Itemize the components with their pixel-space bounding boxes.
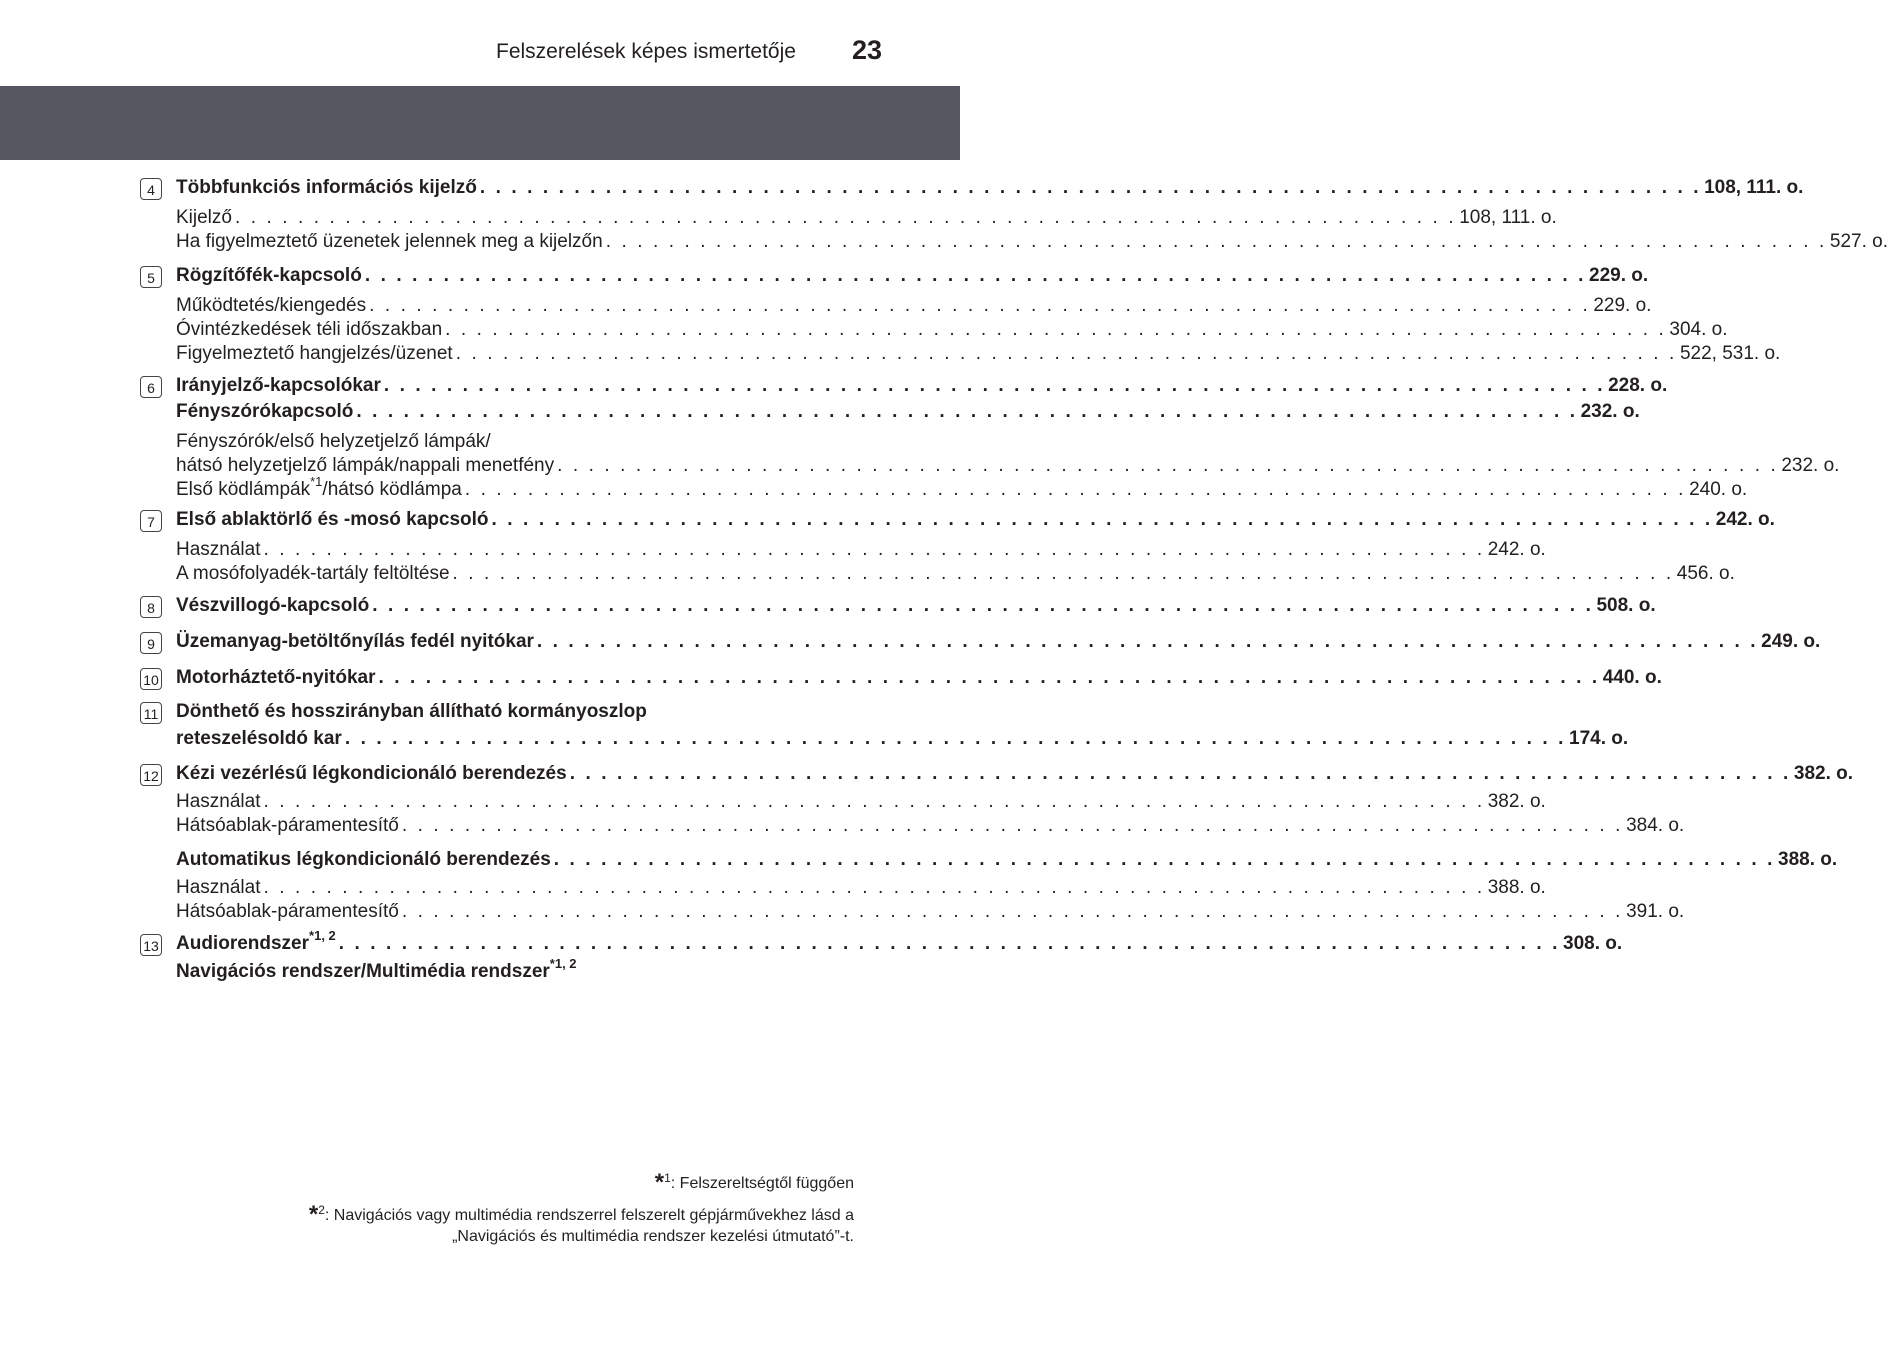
leader-dots: . . . . . . . . . . . . . . . . . . . . . . . . . . . . . . . . . . . . . . . . . . . . . . . . . . . . . . . . . . . . . . . . . . . . . . . . . . . . . .	[364, 265, 1587, 286]
subentry-title: Használat	[176, 539, 261, 560]
subentry-title	[176, 474, 462, 502]
footnote-number: 2	[318, 1203, 325, 1217]
item-number-badge: 11	[140, 702, 162, 724]
heading-title: Irányjelző-kapcsolókar	[176, 375, 381, 396]
item-number-badge: 6	[140, 376, 162, 398]
item-number-badge: 9	[140, 632, 162, 654]
page-ref: 240. o.	[1689, 479, 1748, 500]
page-ref: 522, 531. o.	[1679, 343, 1781, 364]
subentry-title: Kijelző	[176, 207, 232, 228]
page-ref: 508. o.	[1596, 595, 1656, 616]
footnote-1	[654, 1169, 854, 1196]
leader-dots: . . . . . . . . . . . . . . . . . . . . . . . . . . . . . . . . . . . . . . . . . . . . . . . . . . . . . . . . . . . . . . . . . . . . . . . . . . . . . .	[401, 815, 1624, 836]
footnote-star: *	[654, 1169, 665, 1196]
subentry-title: Óvintézkedések téli időszakban	[176, 319, 443, 340]
toc-subentry[interactable]	[176, 538, 1546, 562]
header-band	[0, 86, 960, 160]
heading-title: Rögzítőfék-kapcsoló	[176, 265, 362, 286]
toc-subentry[interactable]	[176, 454, 1840, 478]
page-ref: 108, 111. o.	[1459, 207, 1557, 228]
page-ref: 384. o.	[1626, 815, 1685, 836]
page-ref: 388. o.	[1778, 849, 1838, 870]
toc-subentry[interactable]	[176, 430, 812, 454]
subentry-title: Használat	[176, 791, 261, 812]
page-ref: 242. o.	[1715, 509, 1775, 530]
heading-title-text: Navigációs rendszer/Multimédia rendszer	[176, 961, 550, 982]
leader-dots: . . . . . . . . . . . . . . . . . . . . . . . . . . . . . . . . . . . . . . . . . . . . . . . . . . . . . . . . . . . . . . . . . . . . . . . . . . . . . .	[479, 177, 1702, 198]
page-ref: 391. o.	[1626, 901, 1685, 922]
leader-dots: . . . . . . . . . . . . . . . . . . . . . . . . . . . . . . . . . . . . . . . . . . . . . . . . . . . . . . . . . . . . . . . . . . . . . . . . . . . . . .	[383, 375, 1606, 396]
page-ref: 249. o.	[1761, 631, 1821, 652]
toc-subentry[interactable]	[176, 230, 1888, 254]
leader-dots: . . . . . . . . . . . . . . . . . . . . . . . . . . . . . . . . . . . . . . . . . . . . . . . . . . . . . . . . . . . . . . . . . . . . . . . . . . . . . .	[445, 319, 1667, 340]
leader-dots: . . . . . . . . . . . . . . . . . . . . . . . . . . . . . . . . . . . . . . . . . . . . . . . . . . . . . . . . . . . . . . . . . . . . . . . . . . . . . .	[372, 595, 1594, 616]
item-number-badge: 12	[140, 764, 162, 786]
leader-dots: . . . . . . . . . . . . . . . . . . . . . . . . . . . . . . . . . . . . . . . . . . . . . . . . . . . . . . . . . . . . . . . . . . . . . . . . . . . . . .	[569, 763, 1791, 784]
toc-subentry[interactable]	[176, 876, 1546, 900]
subentry-title: A mosófolyadék-tartály feltöltése	[176, 563, 450, 584]
leader-dots: . . . . . . . . . . . . . . . . . . . . . . . . . . . . . . . . . . . . . . . . . . . . . . . . . . . . . . . . . . . . . . . . . . . . . . . . . . . . . .	[605, 231, 1827, 252]
leader-dots: . . . . . . . . . . . . . . . . . . . . . . . . . . . . . . . . . . . . . . . . . . . . . . . . . . . . . . . . . . . . . . . . . . . . . . . . . . . . . .	[344, 728, 1567, 749]
leader-dots: . . . . . . . . . . . . . . . . . . . . . . . . . . . . . . . . . . . . . . . . . . . . . . . . . . . . . . . . . . . . . . . . . . . . . . . . . . . . . .	[455, 343, 1677, 364]
heading-title: Többfunkciós információs kijelző	[176, 177, 477, 198]
page-ref: 228. o.	[1608, 375, 1668, 396]
leader-dots: . . . . . . . . . . . . . . . . . . . . . . . . . . . . . . . . . . . . . . . . . . . . . . . . . . . . . . . . . . . . . . . . . . . . . . . . . . . . . .	[401, 901, 1624, 922]
toc-heading[interactable]	[176, 848, 1838, 872]
footnote-text: : Navigációs vagy multimédia rendszerrel felszerelt gépjárművekhez lásd a	[324, 1207, 854, 1224]
subentry-title: Működtetés/kiengedés	[176, 295, 367, 316]
leader-dots: . . . . . . . . . . . . . . . . . . . . . . . . . . . . . . . . . . . . . . . . . . . . . . . . . . . . . . . . . . . . . . . . . . . . . . . . . . . . . .	[378, 667, 1600, 688]
page-ref: 232. o.	[1580, 401, 1640, 422]
footnote-2	[308, 1201, 854, 1228]
page-number: 23	[852, 35, 883, 65]
leader-dots: . . . . . . . . . . . . . . . . . . . . . . . . . . . . . . . . . . . . . . . . . . . . . . . . . . . . . . . . . . . . . . . . . . . . . . . . . . . . . .	[263, 791, 1485, 812]
toc-heading[interactable]	[176, 762, 1854, 786]
leader-dots: . . . . . . . . . . . . . . . . . . . . . . . . . . . . . . . . . . . . . . . . . . . . . . . . . . . . . . . . . . . . . . . . . . . . . . . . . . . . . .	[553, 849, 1776, 870]
heading-title-text: Audiorendszer	[176, 933, 310, 954]
toc-heading[interactable]	[176, 508, 1775, 532]
toc-heading[interactable]	[176, 374, 1668, 398]
page-ref: 527. o.	[1829, 231, 1888, 252]
item-number-badge: 10	[140, 668, 162, 690]
leader-dots: . . . . . . . . . . . . . . . . . . . . . . . . . . . . . . . . . . . . . . . . . . . . . . . . . . . . . . . . . . . . . . . . . . . . . . . . . . . . . .	[464, 479, 1687, 500]
subentry-title-part: Első ködlámpák	[176, 479, 311, 500]
toc-heading[interactable]	[176, 928, 1623, 956]
heading-title: Vészvillogó-kapcsoló	[176, 595, 370, 616]
footnote-number: 1	[664, 1171, 671, 1185]
toc-heading[interactable]	[176, 400, 1640, 424]
item-number-badge: 13	[140, 934, 162, 956]
heading-title: Dönthető és hosszirányban állítható kormányoszlop	[176, 701, 647, 722]
leader-dots: . . . . . . . . . . . . . . . . . . . . . . . . . . . . . . . . . . . . . . . . . . . . . . . . . . . . . . . . . . . . . . . . . . . . . . . . . . . . . .	[491, 509, 1713, 530]
page-ref: 456. o.	[1676, 563, 1735, 584]
page-ref: 382. o.	[1793, 763, 1854, 784]
footnote-star: *	[308, 1201, 319, 1228]
subentry-title: Hátsóablak-páramentesítő	[176, 815, 399, 836]
leader-dots: . . . . . . . . . . . . . . . . . . . . . . . . . . . . . . . . . . . . . . . . . . . . . . . . . . . . . . . . . . . . . . . . . . . . . . . . . . . . . .	[263, 539, 1485, 560]
toc-subentry[interactable]	[176, 900, 1685, 924]
page-ref: 382. o.	[1487, 791, 1546, 812]
toc-heading[interactable]	[176, 264, 1649, 288]
leader-dots: . . . . . . . . . . . . . . . . . . . . . . . . . . . . . . . . . . . . . . . . . . . . . . . . . . . . . . . . . . . . . . . . . . . . . . . . . . . . . .	[452, 563, 1674, 584]
leader-dots: . . . . . . . . . . . . . . . . . . . . . . . . . . . . . . . . . . . . . . . . . . . . . . . . . . . . . . . . . . . . . . . . . . . . . . . . . . . . . .	[263, 877, 1485, 898]
toc-subentry[interactable]	[176, 474, 1748, 502]
subentry-title: Figyelmeztető hangjelzés/üzenet	[176, 343, 453, 364]
leader-dots: . . . . . . . . . . . . . . . . . . . . . . . . . . . . . . . . . . . . . . . . . . . . . . . . . . . . . . . . . . . . . . . . . . . . . . . . . . . . . .	[369, 295, 1591, 316]
toc-subentry[interactable]	[176, 342, 1781, 366]
page-header	[0, 0, 960, 160]
toc-subentry[interactable]	[176, 318, 1728, 342]
toc-heading[interactable]	[176, 727, 1629, 751]
footnote-marker: *1, 2	[549, 956, 577, 971]
item-number-badge: 4	[140, 178, 162, 200]
footnote-marker: *1, 2	[309, 928, 336, 943]
leader-dots: . . . . . . . . . . . . . . . . . . . . . . . . . . . . . . . . . . . . . . . . . . . . . . . . . . . . . . . . . . . . . . . . . . . . . . . . . . . . . .	[338, 933, 1560, 954]
page-ref: 308. o.	[1563, 933, 1623, 954]
footnote-2-continued: „Navigációs és multimédia rendszer kezelési útmutató”-t.	[452, 1228, 854, 1245]
item-number-badge: 7	[140, 510, 162, 532]
toc-subentry[interactable]	[176, 814, 1685, 838]
toc-heading[interactable]	[176, 594, 1656, 618]
footnote-marker: *1	[310, 474, 323, 489]
footnote-text: : Felszereltségtől függően	[670, 1175, 854, 1192]
toc-heading[interactable]	[176, 956, 812, 984]
toc-subentry[interactable]	[176, 294, 1652, 318]
page-ref: 108, 111. o.	[1704, 177, 1804, 198]
heading-title: reteszelésoldó kar	[176, 728, 342, 749]
page-ref: 440. o.	[1602, 667, 1662, 688]
page-ref: 242. o.	[1487, 539, 1546, 560]
heading-title	[176, 928, 336, 956]
subentry-title: Hátsóablak-páramentesítő	[176, 901, 399, 922]
leader-dots: . . . . . . . . . . . . . . . . . . . . . . . . . . . . . . . . . . . . . . . . . . . . . . . . . . . . . . . . . . . . . . . . . . . . . . . . . . . . . .	[536, 631, 1759, 652]
heading-title: Motorháztető-nyitókar	[176, 667, 376, 688]
heading-title: Kézi vezérlésű légkondicionáló berendezés	[176, 763, 567, 784]
subentry-title: hátsó helyzetjelző lámpák/nappali menetfény	[176, 455, 555, 476]
page-ref: 174. o.	[1569, 728, 1629, 749]
page-ref: 304. o.	[1669, 319, 1728, 340]
toc-subentry[interactable]	[176, 206, 1557, 230]
subentry-title-part: /hátsó ködlámpa	[322, 479, 462, 500]
page-ref: 229. o.	[1589, 265, 1649, 286]
leader-dots: . . . . . . . . . . . . . . . . . . . . . . . . . . . . . . . . . . . . . . . . . . . . . . . . . . . . . . . . . . . . . . . . . . . . . . . . . . . . . .	[557, 455, 1779, 476]
item-number-badge: 5	[140, 266, 162, 288]
subentry-title: Fényszórók/első helyzetjelző lámpák/	[176, 431, 491, 452]
toc-heading[interactable]	[176, 630, 1821, 654]
heading-title: Első ablaktörlő és -mosó kapcsoló	[176, 509, 489, 530]
page-ref: 388. o.	[1487, 877, 1546, 898]
heading-title: Automatikus légkondicionáló berendezés	[176, 849, 551, 870]
subentry-title: Használat	[176, 877, 261, 898]
heading-title: Üzemanyag-betöltőnyílás fedél nyitókar	[176, 631, 534, 652]
toc-heading[interactable]	[176, 700, 812, 724]
leader-dots: . . . . . . . . . . . . . . . . . . . . . . . . . . . . . . . . . . . . . . . . . . . . . . . . . . . . . . . . . . . . . . . . . . . . . . . . . . . . . .	[356, 401, 1578, 422]
item-number-badge: 8	[140, 596, 162, 618]
toc-subentry[interactable]	[176, 562, 1735, 586]
subentry-title: Ha figyelmeztető üzenetek jelennek meg a kijelzőn	[176, 231, 603, 252]
heading-title	[176, 956, 577, 982]
heading-title: Fényszórókapcsoló	[176, 401, 354, 422]
page-ref: 229. o.	[1593, 295, 1652, 316]
toc-heading[interactable]	[176, 666, 1662, 690]
page-ref: 232. o.	[1781, 455, 1840, 476]
leader-dots: . . . . . . . . . . . . . . . . . . . . . . . . . . . . . . . . . . . . . . . . . . . . . . . . . . . . . . . . . . . . . . . . . . . . . . . . . . . . . .	[234, 207, 1457, 228]
toc-subentry[interactable]	[176, 790, 1546, 814]
toc-heading[interactable]	[176, 176, 1804, 200]
section-title: Felszerelések képes ismertetője	[496, 40, 796, 63]
